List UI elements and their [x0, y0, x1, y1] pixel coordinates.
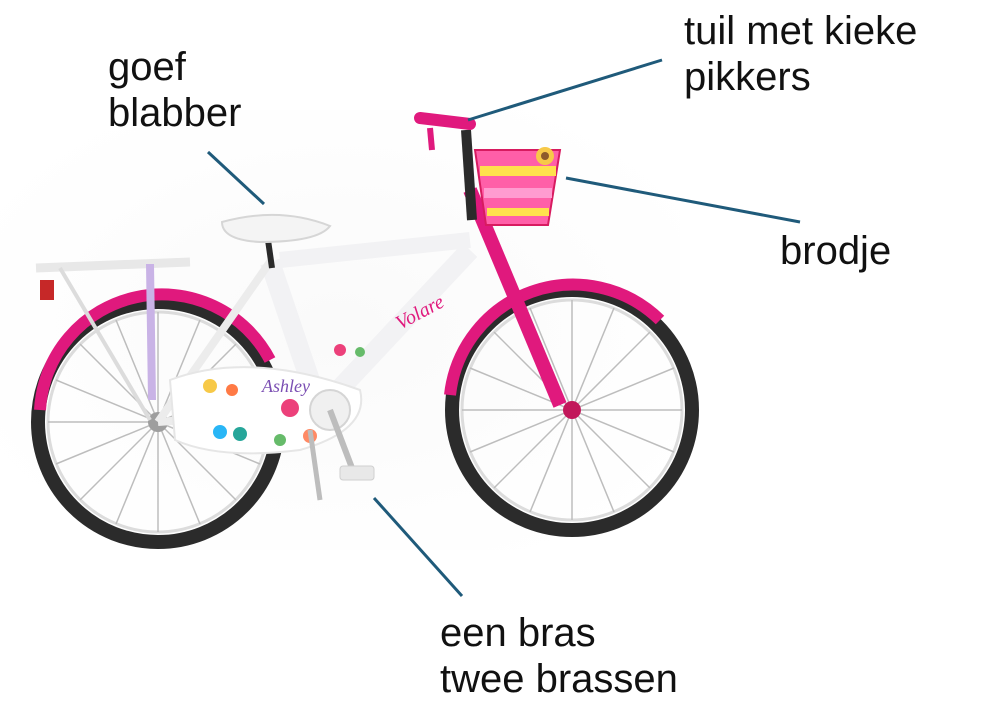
- saddle-label: [108, 44, 241, 136]
- pedal-label-line-1: een bras: [440, 611, 596, 655]
- basket-label-line-1: brodje: [780, 229, 892, 273]
- chain-guard-text: Ashley: [262, 376, 310, 396]
- pedal-label-line-2: twee brassen: [440, 657, 678, 701]
- basket-label: [780, 228, 891, 274]
- saddle-label-line-2: blabber: [108, 91, 242, 135]
- handlebar-label-line-2: pikkers: [684, 55, 811, 99]
- handlebar-label: [684, 8, 917, 100]
- basket: [475, 147, 560, 225]
- handlebar-label-line-1: tuil met kieke: [684, 9, 918, 53]
- frame-brand-text: Volare: [392, 290, 448, 335]
- saddle-label-line-1: goef: [108, 45, 186, 89]
- photo-background: [0, 110, 680, 550]
- pedal-label: [440, 610, 678, 702]
